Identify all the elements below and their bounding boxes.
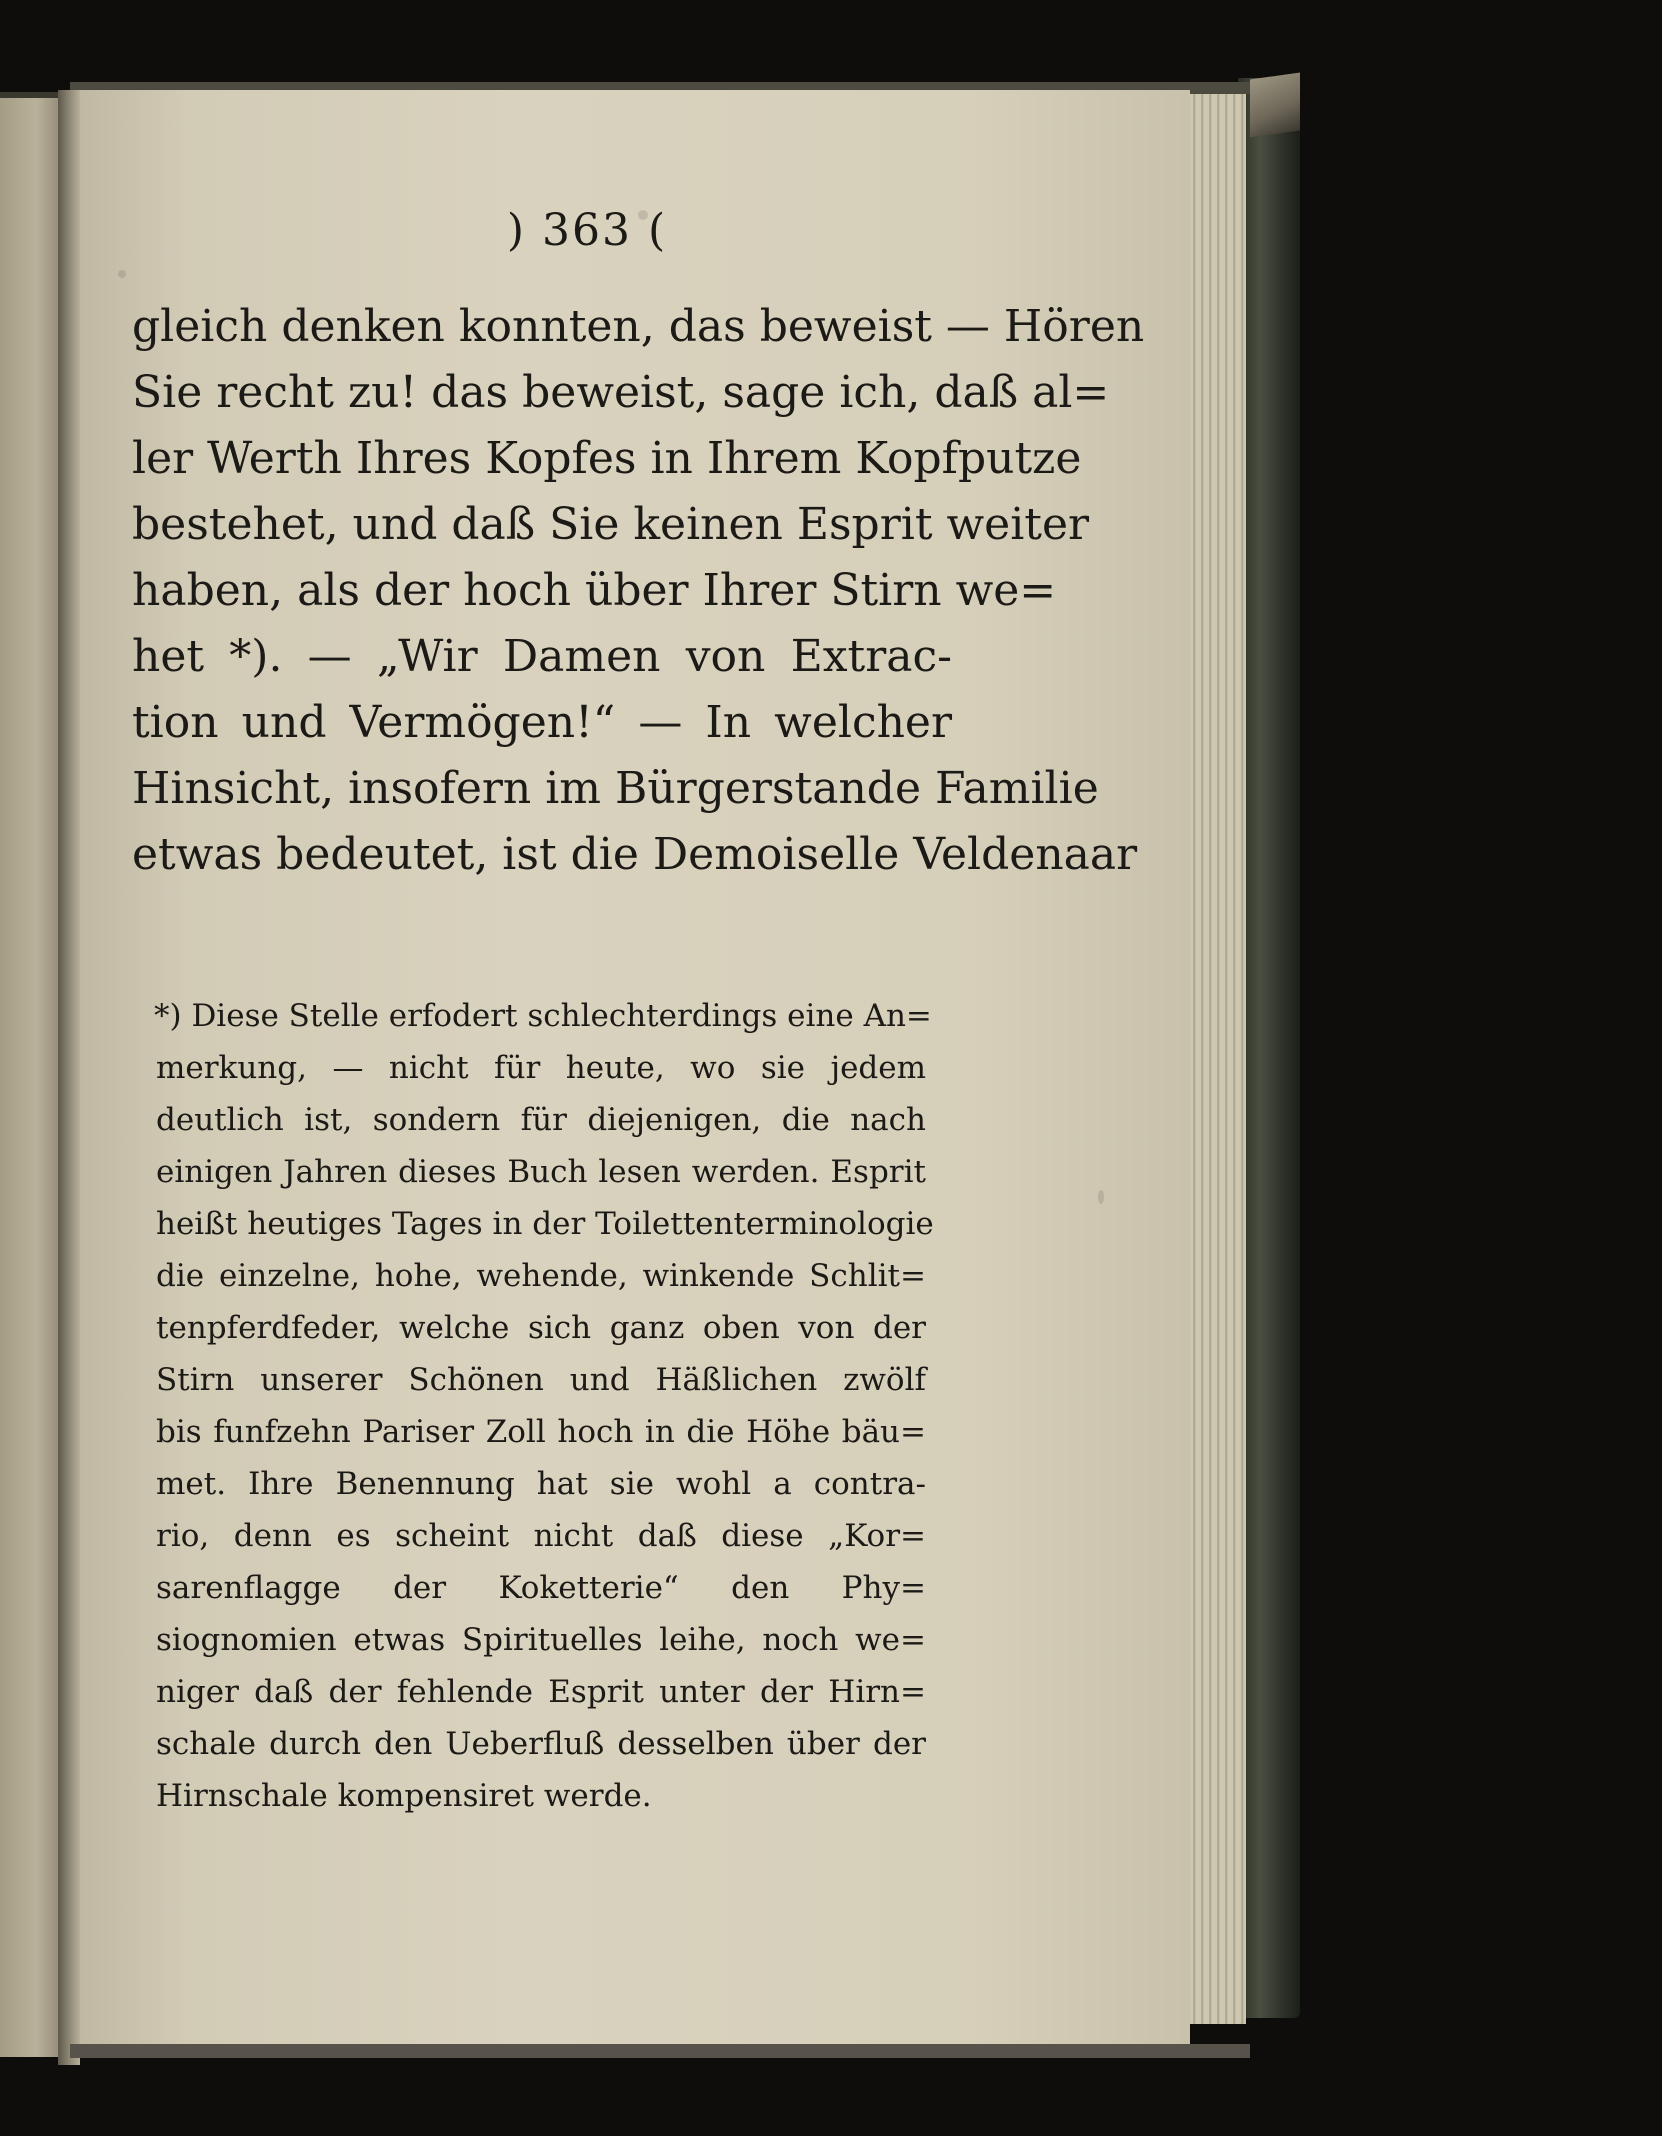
page-number-header: ) 363 ( xyxy=(506,205,668,256)
footnote-line: merkung, — nicht für heute, wo sie jedem xyxy=(156,1050,926,1086)
text-line: het *). — „Wir Damen von Extrac- xyxy=(132,631,952,682)
footnote-line: einigen Jahren dieses Buch lesen werden. Esprit xyxy=(156,1154,926,1190)
text-line: Sie recht zu! das beweist, sage ich, daß al= xyxy=(132,367,1110,418)
footnote-line: deutlich ist, sondern für diejenigen, die nach xyxy=(156,1102,926,1138)
footnote-line: die einzelne, hohe, wehende, winkende Schlit= xyxy=(156,1258,926,1294)
footnote-line: tenpferdfeder, welche sich ganz oben von der xyxy=(156,1310,926,1346)
paper-stain xyxy=(1098,1190,1104,1204)
book-cover-edge xyxy=(1238,78,1300,2018)
text-line: bestehet, und daß Sie keinen Esprit weiter xyxy=(132,499,1090,550)
footnote-line: niger daß der fehlende Esprit unter der Hirn= xyxy=(156,1674,926,1710)
footnote-line: rio, denn es scheint nicht daß diese „Kor= xyxy=(156,1518,926,1554)
paper-stain xyxy=(118,270,126,278)
text-line: ler Werth Ihres Kopfes in Ihrem Kopfputze xyxy=(132,433,1082,484)
left-page-edge xyxy=(0,92,66,2057)
footnote-line: heißt heutiges Tages in der Toilettenterminologie xyxy=(156,1206,934,1242)
footnote-line: Hirnschale kompensiret werde. xyxy=(156,1778,652,1814)
footnote-line: siognomien etwas Spirituelles leihe, noch we= xyxy=(156,1622,926,1658)
footnote-line: *) Diese Stelle erfodert schlechterdings eine An= xyxy=(154,998,932,1034)
footnote-line: bis funfzehn Pariser Zoll hoch in die Höhe bäu= xyxy=(156,1414,926,1450)
text-line: gleich denken konnten, das beweist — Hören xyxy=(132,301,1145,352)
text-line: etwas bedeutet, ist die Demoiselle Veldenaar xyxy=(132,829,1138,880)
cover-corner xyxy=(1250,72,1300,137)
footnote-block xyxy=(154,990,934,1822)
text-line: tion und Vermögen!“ — In welcher xyxy=(132,697,952,748)
text-line: haben, als der hoch über Ihrer Stirn we= xyxy=(132,565,1057,616)
footnote-line: sarenflagge der Koketterie“ den Phy= xyxy=(156,1570,926,1606)
page-bottom-shadow xyxy=(70,2044,1250,2058)
text-line: Hinsicht, insofern im Bürgerstande Familie xyxy=(132,763,1099,814)
footnote-line: met. Ihre Benennung hat sie wohl a contra- xyxy=(156,1466,926,1502)
left-page-top-shadow xyxy=(0,92,66,98)
footnote-line: Stirn unserer Schönen und Häßlichen zwölf xyxy=(156,1362,926,1398)
book-gutter xyxy=(58,90,80,2065)
main-text xyxy=(132,205,1145,888)
footnote-line: schale durch den Ueberfluß desselben über der xyxy=(156,1726,926,1762)
